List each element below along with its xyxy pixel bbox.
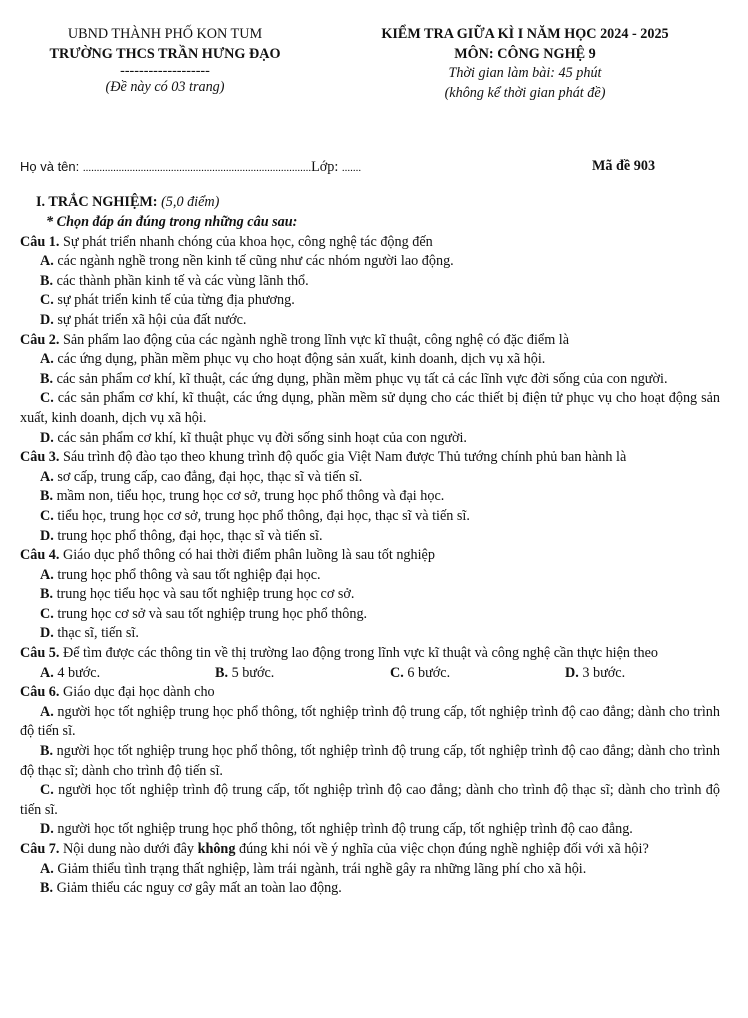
instruction: * Chọn đáp án đúng trong những câu sau: bbox=[46, 214, 298, 230]
option-text: trung học phổ thông, đại học, thạc sĩ và tiến sĩ. bbox=[53, 527, 323, 544]
option-5a[interactable] bbox=[40, 664, 100, 684]
option-1a[interactable] bbox=[20, 252, 720, 272]
option-text: các sản phẩm cơ khí, kĩ thuật, các ứng dụng, phần mềm phục vụ tất cả các lĩnh vực đời sống của con người. bbox=[53, 370, 668, 387]
student-info bbox=[20, 157, 361, 179]
question-text: Nội dung nào dưới đây bbox=[59, 841, 198, 857]
section-heading: I. TRẮC NGHIỆM: bbox=[36, 194, 162, 210]
question-number: Câu 7. bbox=[20, 841, 60, 857]
option-letter: B. bbox=[40, 743, 54, 760]
option-letter: D. bbox=[40, 527, 54, 544]
option-text: trung học phổ thông và sau tốt nghiệp đại học. bbox=[53, 566, 321, 583]
question-number: Câu 5. bbox=[20, 645, 60, 662]
option-letter: A. bbox=[40, 351, 54, 368]
option-letter: B. bbox=[40, 586, 54, 603]
option-letter: D. bbox=[40, 311, 54, 328]
option-5b[interactable] bbox=[215, 664, 274, 684]
question-text: Giáo dục đại học dành cho bbox=[59, 684, 215, 701]
option-7a[interactable] bbox=[20, 860, 720, 880]
header-divider: ------------------- bbox=[120, 63, 210, 80]
option-letter: C. bbox=[40, 782, 54, 799]
option-2c[interactable] bbox=[20, 389, 720, 428]
question-text: Sự phát triển nhanh chóng của khoa học, công nghệ tác động đến bbox=[59, 233, 433, 250]
option-2d[interactable] bbox=[20, 429, 720, 449]
question-number: Câu 4. bbox=[20, 547, 60, 564]
option-letter: A. bbox=[40, 566, 54, 583]
option-5c[interactable] bbox=[390, 664, 450, 684]
option-letter: A. bbox=[40, 703, 54, 720]
option-text: người học tốt nghiệp trung học phổ thông, tốt nghiệp trình độ trung cấp, tốt nghiệp trình độ cao đẳng. bbox=[53, 821, 633, 838]
page-count-note: (Đề này có 03 trang) bbox=[105, 79, 225, 96]
option-letter: D. bbox=[40, 821, 54, 838]
exam-code: Mã đề 903 bbox=[592, 158, 656, 174]
option-1d[interactable] bbox=[20, 311, 720, 331]
question-3 bbox=[20, 448, 720, 468]
school-name: TRƯỜNG THCS TRẦN HƯNG ĐẠO bbox=[49, 45, 281, 62]
options-row-5 bbox=[20, 664, 720, 684]
question-text: Để tìm được các thông tin về thị trường lao động trong lĩnh vực kĩ thuật và công nghệ cần thực hiện theo bbox=[59, 645, 658, 662]
option-text: mầm non, tiểu học, trung học cơ sở, trung học phổ thông và đại học. bbox=[53, 488, 445, 505]
time-limit: Thời gian làm bài: 45 phút bbox=[448, 65, 602, 82]
questions-body bbox=[20, 213, 720, 899]
option-6c[interactable] bbox=[20, 781, 720, 820]
option-6b[interactable] bbox=[20, 742, 720, 781]
header-left bbox=[40, 25, 290, 98]
option-text: người học tốt nghiệp trình độ trung cấp, tốt nghiệp trình độ cao đẳng; dành cho trình độ thạc sĩ; dành cho trình độ tiến sĩ. bbox=[20, 782, 720, 818]
option-letter: A. bbox=[40, 253, 54, 270]
option-6a[interactable] bbox=[20, 703, 720, 742]
option-text: sự phát triển kinh tế của từng địa phương. bbox=[53, 292, 295, 309]
question-5 bbox=[20, 644, 720, 664]
option-6d[interactable] bbox=[20, 820, 720, 840]
option-text: 4 bước. bbox=[53, 664, 101, 681]
question-text: Sáu trình độ đào tạo theo khung trình độ quốc gia Việt Nam được Thủ tướng chính phủ ban hành là bbox=[59, 449, 627, 466]
option-letter: C. bbox=[390, 664, 404, 681]
question-7 bbox=[20, 840, 720, 860]
option-text: trung học cơ sở và sau tốt nghiệp trung học phổ thông. bbox=[53, 605, 368, 622]
option-text: thạc sĩ, tiến sĩ. bbox=[53, 625, 139, 642]
section-points: (5,0 điểm) bbox=[161, 194, 220, 210]
option-text: các thành phần kinh tế và các vùng lãnh thổ. bbox=[53, 272, 309, 289]
option-letter: D. bbox=[40, 625, 54, 642]
question-text: Sản phẩm lao động của các ngành nghề trong lĩnh vực kĩ thuật, công nghệ có đặc điểm là bbox=[59, 331, 570, 348]
option-letter: A. bbox=[40, 468, 54, 485]
option-letter: A. bbox=[40, 664, 54, 681]
name-label: Họ và tên: bbox=[20, 159, 83, 174]
option-text: 6 bước. bbox=[403, 664, 451, 681]
question-number: Câu 1. bbox=[20, 233, 60, 250]
option-letter: D. bbox=[565, 664, 579, 681]
question-emphasis: không bbox=[197, 841, 236, 857]
option-text: 5 bước. bbox=[228, 664, 275, 681]
department-name: UBND THÀNH PHỐ KON TUM bbox=[67, 26, 263, 42]
option-letter: C. bbox=[40, 292, 54, 309]
option-text: các sản phẩm cơ khí, kĩ thuật, các ứng dụng, phần mềm sử dụng cho các thiết bị điện tử phục vụ cho hoạt động sản xuất, kinh doanh, dịch vụ xã hội. bbox=[20, 390, 720, 426]
option-letter: A. bbox=[40, 860, 54, 877]
option-text: Giảm thiểu tình trạng thất nghiệp, làm trái ngành, trái nghề gây ra những lãng phí cho xã hội. bbox=[53, 860, 587, 877]
question-1 bbox=[20, 233, 720, 253]
option-3d[interactable] bbox=[20, 527, 720, 547]
option-text: trung học tiểu học và sau tốt nghiệp trung học cơ sở. bbox=[53, 586, 355, 603]
class-label: Lớp: bbox=[311, 159, 342, 175]
option-2a[interactable] bbox=[20, 350, 720, 370]
question-number: Câu 3. bbox=[20, 449, 60, 466]
section-title bbox=[36, 193, 219, 213]
option-letter: B. bbox=[215, 664, 229, 681]
header-right bbox=[330, 25, 720, 103]
option-letter: D. bbox=[40, 429, 54, 446]
option-text: người học tốt nghiệp trung học phổ thông, tốt nghiệp trình độ trung cấp, tốt nghiệp trình độ cao đẳng; dành cho trình độ thạc sĩ; dành cho trình độ tiến sĩ. bbox=[20, 743, 720, 779]
option-text: tiểu học, trung học cơ sở, trung học phổ thông, đại học, thạc sĩ và tiến sĩ. bbox=[53, 507, 470, 524]
question-6 bbox=[20, 683, 720, 703]
option-letter: B. bbox=[40, 272, 54, 289]
option-1b[interactable] bbox=[20, 272, 720, 292]
option-text: sơ cấp, trung cấp, cao đẳng, đại học, thạc sĩ và tiến sĩ. bbox=[53, 468, 363, 485]
option-4c[interactable] bbox=[20, 605, 720, 625]
option-letter: B. bbox=[40, 880, 54, 897]
option-3b[interactable] bbox=[20, 487, 720, 507]
name-field[interactable]: ................................................................................... bbox=[82, 162, 312, 174]
option-1c[interactable] bbox=[20, 291, 720, 311]
option-text: các ứng dụng, phần mềm phục vụ cho hoạt động sản xuất, kinh doanh, dịch vụ xã hội. bbox=[53, 351, 546, 368]
question-text-continued: đúng khi nói về ý nghĩa của việc chọn đúng nghề nghiệp đối với xã hội? bbox=[235, 841, 649, 857]
question-2 bbox=[20, 331, 720, 351]
option-4d[interactable] bbox=[20, 624, 720, 644]
option-7b[interactable] bbox=[20, 879, 720, 899]
option-text: các sản phẩm cơ khí, kĩ thuật phục vụ đời sống sinh hoạt của con người. bbox=[53, 429, 467, 446]
question-4 bbox=[20, 546, 720, 566]
question-number: Câu 2. bbox=[20, 331, 60, 348]
option-4b[interactable] bbox=[20, 585, 720, 605]
option-text: các ngành nghề trong nền kinh tế cũng như các nhóm người lao động. bbox=[53, 253, 454, 270]
option-text: sự phát triển xã hội của đất nước. bbox=[53, 311, 247, 328]
question-text: Giáo dục phổ thông có hai thời điểm phân luồng là sau tốt nghiệp bbox=[59, 547, 435, 564]
option-4a[interactable] bbox=[20, 566, 720, 586]
option-3c[interactable] bbox=[20, 507, 720, 527]
option-5d[interactable] bbox=[565, 664, 625, 684]
option-letter: B. bbox=[40, 370, 54, 387]
option-text: Giảm thiểu các nguy cơ gây mất an toàn lao động. bbox=[53, 880, 342, 897]
option-letter: C. bbox=[40, 605, 54, 622]
subject-name: MÔN: CÔNG NGHỆ 9 bbox=[454, 45, 596, 62]
class-field[interactable]: ....... bbox=[341, 162, 362, 174]
option-letter: C. bbox=[40, 390, 54, 407]
question-number: Câu 6. bbox=[20, 684, 60, 701]
option-letter: C. bbox=[40, 507, 54, 524]
time-note: (không kể thời gian phát đề) bbox=[444, 84, 606, 101]
exam-title: KIỂM TRA GIỮA KÌ I NĂM HỌC 2024 - 2025 bbox=[381, 26, 669, 42]
option-text: 3 bước. bbox=[578, 664, 626, 681]
option-letter: B. bbox=[40, 488, 54, 505]
option-text: người học tốt nghiệp trung học phổ thông, tốt nghiệp trình độ trung cấp, tốt nghiệp trình độ cao đẳng; dành cho trình độ tiến sĩ. bbox=[20, 703, 720, 740]
option-2b[interactable] bbox=[20, 370, 720, 390]
option-3a[interactable] bbox=[20, 468, 720, 488]
